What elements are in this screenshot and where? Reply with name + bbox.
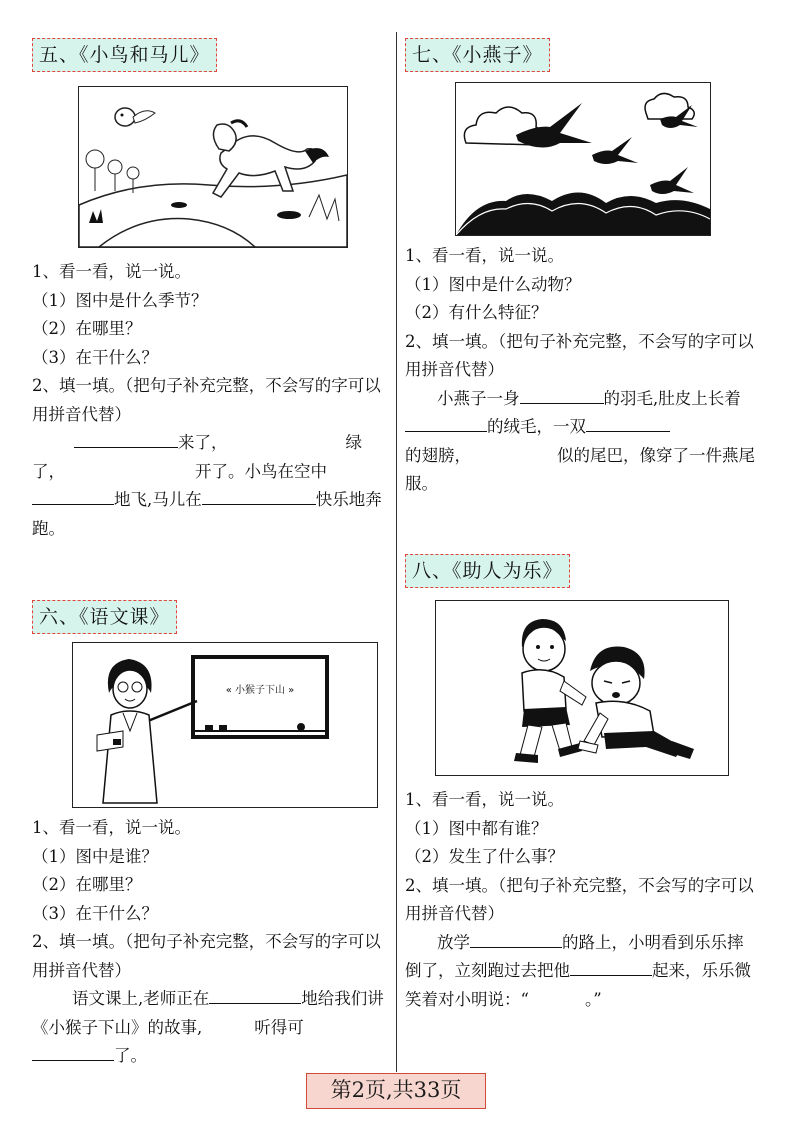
- fill-in-text: 小燕子一身 的羽毛,肚皮上长着的绒毛，一双 的翅膀， 似的尾巴，像穿了一件燕尾服。: [405, 385, 757, 499]
- question-1-sub-2: （2）在哪里？: [32, 319, 142, 338]
- blank[interactable]: [74, 429, 178, 448]
- question-1-sub-2: （2）在哪里？: [32, 875, 142, 894]
- section-8-questions: [405, 786, 757, 1014]
- question-1-sub-3: （3）在干什么？: [32, 347, 158, 367]
- swallows-illustration: [455, 82, 711, 236]
- section-7-questions: [405, 242, 757, 499]
- section-6-questions: [32, 814, 384, 1071]
- question-1: 1、看一看，说一说。: [405, 790, 564, 809]
- bird-horse-illustration: [78, 86, 348, 248]
- question-1-sub-1: （1）图中是什么季节？: [32, 290, 208, 310]
- helping-others-illustration: [435, 600, 729, 776]
- question-2: 2、填一填。（把句子补充完整，不会写的字可以用拼音代替）: [405, 875, 754, 923]
- blackboard-title: « 小猴子下山 »: [225, 685, 295, 696]
- blank[interactable]: [470, 929, 562, 948]
- fill-in-text: 语文课上,老师正在 地给我们讲《小猴子下山》的故事, 听得可了。: [32, 985, 384, 1071]
- fill-in-text: 来了， 绿 了， 开了。小鸟在空中 地飞,马儿在 快乐地奔跑。: [32, 429, 384, 543]
- question-1: 1、看一看，说一说。: [32, 818, 191, 837]
- question-1-sub-1: （1）图中都有谁？: [405, 818, 548, 838]
- blank[interactable]: [32, 1042, 114, 1061]
- section-5-title: 五、《小鸟和马儿》: [32, 38, 217, 72]
- blank[interactable]: [209, 985, 301, 1004]
- question-1-sub-2: （2）发生了什么事？: [405, 847, 564, 866]
- question-1: 1、看一看，说一说。: [32, 262, 191, 281]
- chinese-class-illustration: [72, 642, 378, 808]
- question-2: 2、填一填。（把句子补充完整，不会写的字可以用拼音代替）: [405, 331, 754, 379]
- section-7: [405, 38, 757, 72]
- section-8: [405, 554, 757, 588]
- blank[interactable]: [405, 413, 487, 432]
- blank[interactable]: [202, 486, 316, 505]
- blank[interactable]: [520, 385, 604, 404]
- question-1-sub-1: （1）图中是什么动物？: [405, 274, 581, 294]
- section-8-title: 八、《助人为乐》: [405, 554, 570, 588]
- section-5-questions: [32, 258, 384, 543]
- question-1-sub-1: （1）图中是谁？: [32, 846, 158, 866]
- question-1: 1、看一看，说一说。: [405, 246, 564, 265]
- blank[interactable]: [570, 957, 652, 976]
- question-2: 2、填一填。（把句子补充完整，不会写的字可以用拼音代替）: [32, 932, 381, 980]
- blank[interactable]: [32, 486, 114, 505]
- blank[interactable]: [586, 413, 670, 432]
- section-6: [32, 600, 384, 634]
- fill-in-text: 放学 的路上，小明看到乐乐摔倒了，立刻跑过去把他 起来，乐乐微笑着对小明说：“ 。”: [405, 929, 757, 1015]
- page-number: 第2页,共33页: [306, 1073, 486, 1109]
- question-1-sub-3: （3）在干什么？: [32, 903, 158, 923]
- question-1-sub-2: （2）有什么特征？: [405, 303, 548, 322]
- section-5: [32, 38, 384, 72]
- question-2: 2、填一填。（把句子补充完整，不会写的字可以用拼音代替）: [32, 376, 381, 424]
- section-7-title: 七、《小燕子》: [405, 38, 550, 72]
- column-divider: [396, 32, 397, 1072]
- section-6-title: 六、《语文课》: [32, 600, 177, 634]
